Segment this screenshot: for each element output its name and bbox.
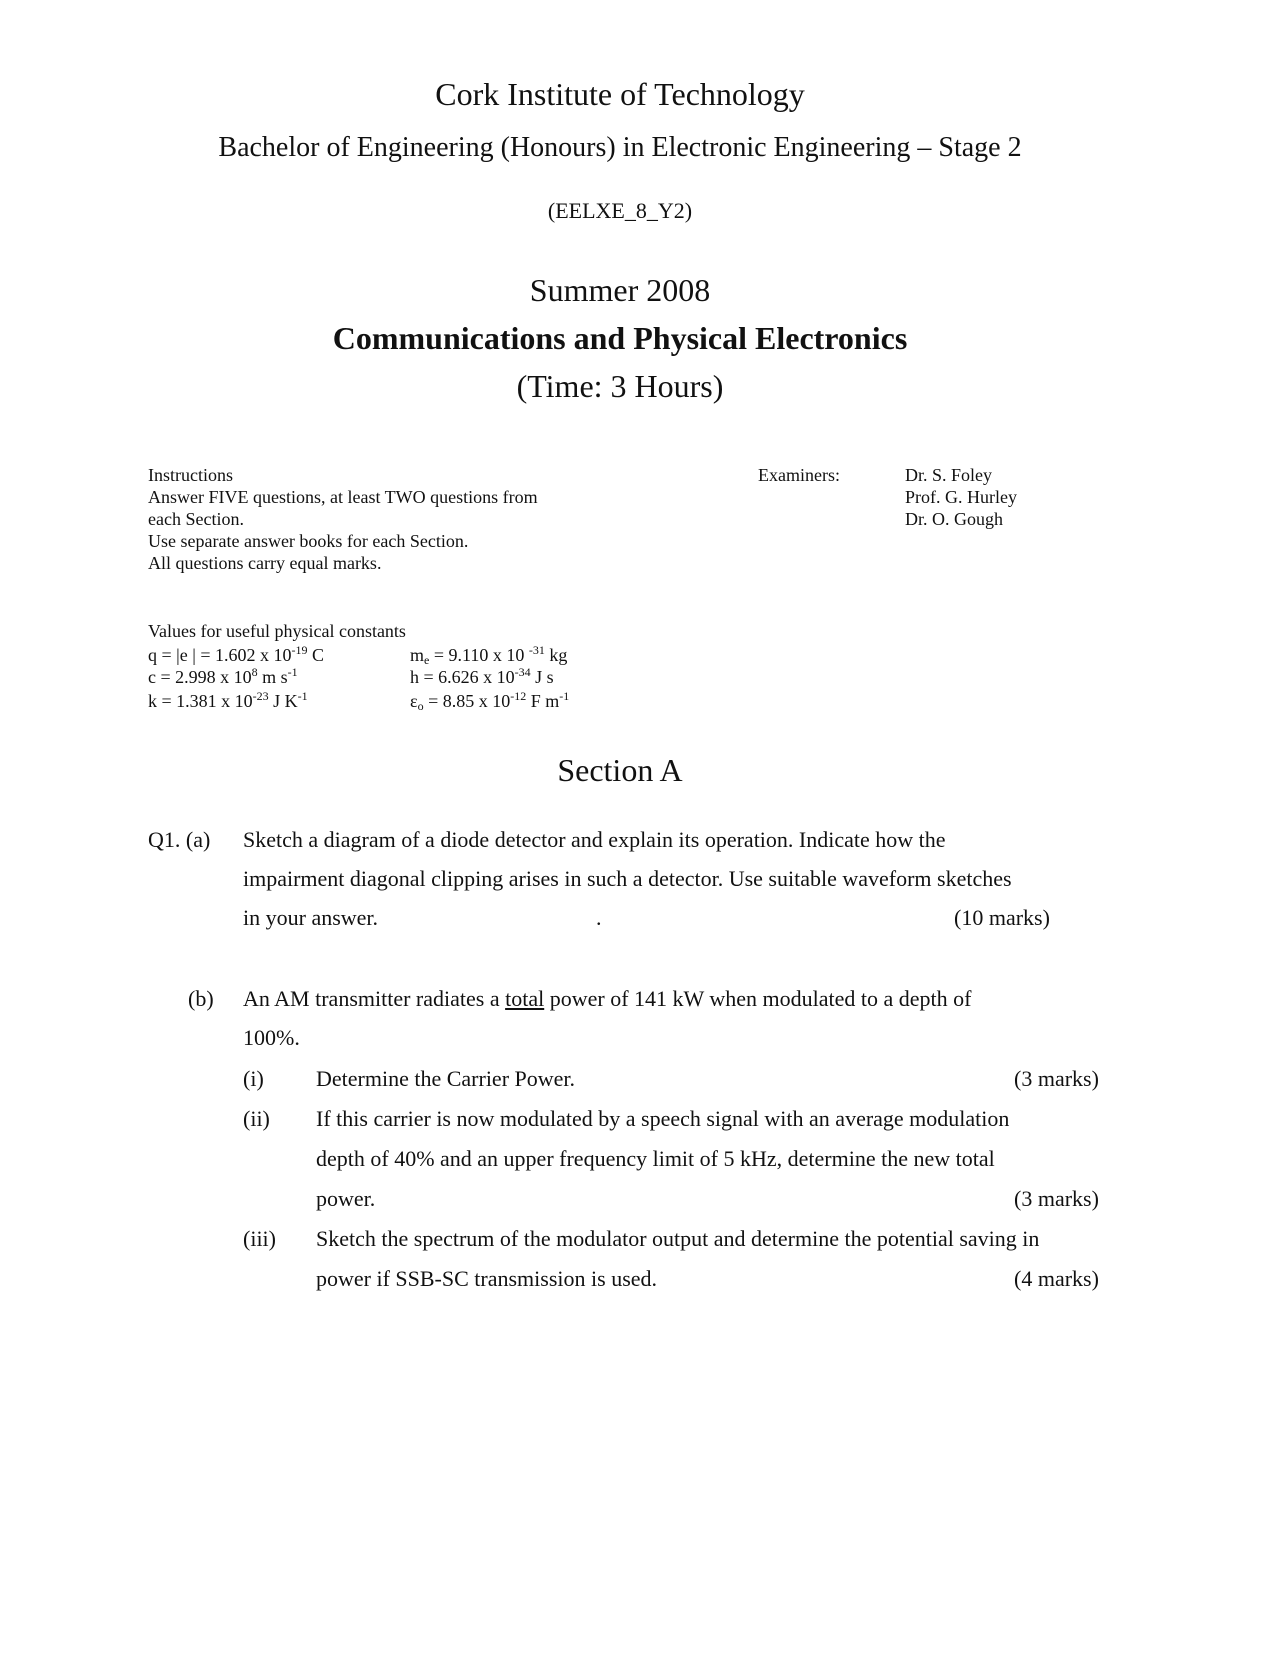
programme-title: Bachelor of Engineering (Honours) in Electronic Engineering – Stage 2: [218, 132, 1022, 163]
examiners-list: [905, 464, 1017, 530]
instructions-line: each Section.: [148, 509, 244, 529]
question-text: power if SSB-SC transmission is used.: [316, 1266, 658, 1291]
question-text: power.: [316, 1186, 376, 1211]
instructions-line: All questions carry equal marks.: [148, 553, 382, 573]
exam-code: (EELXE_8_Y2): [547, 198, 693, 223]
marks: (3 marks): [1014, 1066, 1099, 1091]
question-text: in your answer.: [243, 905, 379, 930]
question-text: An AM transmitter radiates a total power of 141 kW when modulated to a depth of: [243, 986, 972, 1011]
instructions-heading: Instructions: [148, 465, 233, 485]
section-heading: Section A: [557, 752, 683, 788]
constant-light-speed: c = 2.998 x $10^8$ m $s^{-1}$: [148, 665, 298, 687]
marks: (3 marks): [1014, 1186, 1099, 1211]
marks: (10 marks): [954, 905, 1050, 930]
instructions-block: [148, 464, 538, 574]
exam-duration: (Time: 3 Hours): [516, 368, 724, 404]
subpart-label: (ii): [243, 1106, 270, 1131]
instructions-line: Use separate answer books for each Section.: [148, 531, 469, 551]
examiner-name: Prof. G. Hurley: [905, 487, 1017, 507]
stray-dot: .: [596, 905, 602, 930]
examiner-name: Dr. S. Foley: [905, 465, 993, 485]
question-text: 100%.: [243, 1025, 300, 1050]
constant-electron-mass: $m_e = 9.110$ x 10 $^{-31}$ kg: [410, 643, 568, 667]
constant-permittivity: $\varepsilon_o = 8.85$ x $10^{-12}$ F $m^{-1}$: [410, 689, 570, 713]
subpart-label: (iii): [243, 1226, 276, 1251]
constants-heading: Values for useful physical constants: [148, 621, 406, 641]
question-label: Q1. (a): [148, 827, 211, 852]
subpart-label: (i): [243, 1066, 264, 1091]
exam-session: Summer 2008: [529, 272, 711, 308]
constant-charge: q = |e | = 1.602 x $10^{-19}$ C: [148, 643, 325, 665]
question-text: If this carrier is now modulated by a speech signal with an average modulation: [316, 1106, 1010, 1131]
subject-title: Communications and Physical Electronics: [332, 320, 908, 356]
instructions-line: Answer FIVE questions, at least TWO questions from: [148, 487, 538, 507]
institution-title: Cork Institute of Technology: [435, 76, 805, 112]
question-text: Determine the Carrier Power.: [316, 1066, 576, 1091]
question-text: Sketch a diagram of a diode detector and explain its operation. Indicate how the: [243, 827, 946, 852]
examiner-name: Dr. O. Gough: [905, 509, 1003, 529]
constant-planck: h = 6.626 x $10^{-34}$ J s: [410, 665, 554, 687]
question-part-label: (b): [188, 986, 214, 1011]
question-text: impairment diagonal clipping arises in such a detector. Use suitable waveform sketches: [243, 866, 1012, 891]
constant-boltzmann: k = 1.381 x $10^{-23}$ J $K^{-1}$: [148, 689, 308, 711]
examiners-label: Examiners:: [758, 465, 840, 485]
question-text: Sketch the spectrum of the modulator output and determine the potential saving in: [316, 1226, 1040, 1251]
question-text: depth of 40% and an upper frequency limit of 5 kHz, determine the new total: [316, 1146, 995, 1171]
marks: (4 marks): [1014, 1266, 1099, 1291]
